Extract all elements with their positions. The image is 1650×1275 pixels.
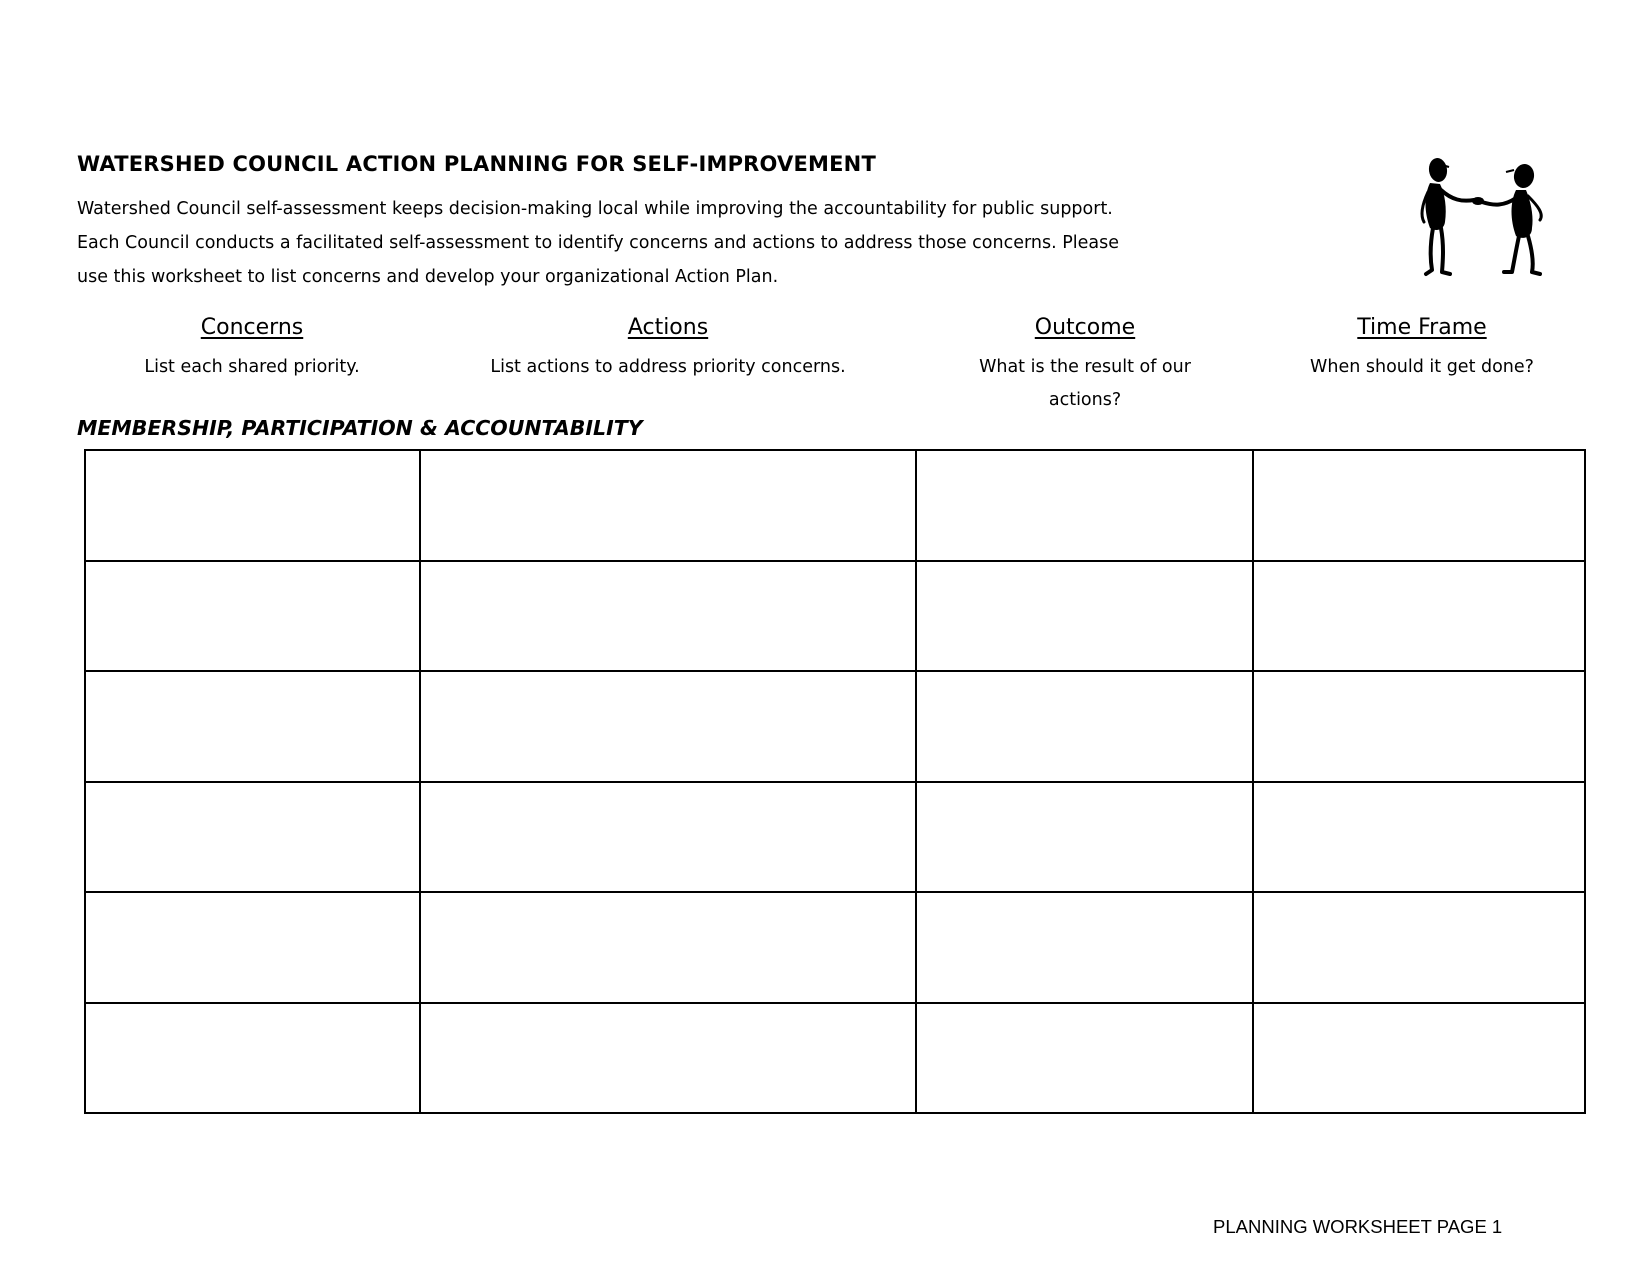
table-cell-action[interactable] — [420, 782, 916, 893]
table-row — [85, 1003, 1585, 1114]
table-cell-time-frame[interactable] — [1253, 671, 1585, 782]
table-cell-time-frame[interactable] — [1253, 892, 1585, 1003]
column-subtext: List each shared priority. — [144, 357, 360, 377]
table-cell-outcome[interactable] — [916, 671, 1253, 782]
table-cell-outcome[interactable] — [916, 1003, 1253, 1114]
planning-table — [84, 449, 1586, 1114]
column-header-actions — [452, 313, 884, 384]
table-row — [85, 782, 1585, 893]
table-cell-time-frame[interactable] — [1253, 561, 1585, 672]
table-cell-action[interactable] — [420, 671, 916, 782]
table-cell-time-frame[interactable] — [1253, 782, 1585, 893]
section-title: MEMBERSHIP, PARTICIPATION & ACCOUNTABILITY — [77, 416, 643, 440]
table-cell-action[interactable] — [420, 892, 916, 1003]
intro-paragraph — [77, 192, 1257, 294]
intro-line: Watershed Council self-assessment keeps decision-making local while improving the accountability for public support. — [77, 199, 1113, 219]
table-cell-outcome[interactable] — [916, 782, 1253, 893]
table-cell-concern[interactable] — [85, 892, 420, 1003]
column-subtext: List actions to address priority concerns. — [490, 357, 846, 377]
table-row — [85, 892, 1585, 1003]
table-cell-outcome[interactable] — [916, 892, 1253, 1003]
column-header-concerns — [92, 313, 412, 384]
column-heading: Outcome — [1034, 315, 1136, 340]
table-cell-outcome[interactable] — [916, 561, 1253, 672]
column-heading: Time Frame — [1357, 315, 1487, 340]
table-row — [85, 671, 1585, 782]
table-cell-concern[interactable] — [85, 1003, 420, 1114]
table-cell-action[interactable] — [420, 1003, 916, 1114]
two-people-shaking-hands-icon — [1400, 150, 1560, 285]
column-subtext: What is the result of our actions? — [979, 357, 1191, 410]
table-cell-time-frame[interactable] — [1253, 1003, 1585, 1114]
table-cell-outcome[interactable] — [916, 450, 1253, 561]
table-cell-action[interactable] — [420, 450, 916, 561]
table-row — [85, 450, 1585, 561]
table-row — [85, 561, 1585, 672]
table-cell-action[interactable] — [420, 561, 916, 672]
intro-line: use this worksheet to list concerns and develop your organizational Action Plan. — [77, 267, 779, 287]
page-title: WATERSHED COUNCIL ACTION PLANNING FOR SELF-IMPROVEMENT — [77, 152, 876, 176]
column-heading: Actions — [627, 315, 709, 340]
table-cell-time-frame[interactable] — [1253, 450, 1585, 561]
table-cell-concern[interactable] — [85, 450, 420, 561]
column-header-outcome — [952, 313, 1218, 417]
table-cell-concern[interactable] — [85, 561, 420, 672]
column-subtext: When should it get done? — [1310, 357, 1534, 377]
table-cell-concern[interactable] — [85, 782, 420, 893]
page-footer-label: PLANNING WORKSHEET PAGE 1 — [1213, 1216, 1503, 1237]
column-header-time-frame — [1276, 313, 1568, 384]
intro-line: Each Council conducts a facilitated self-assessment to identify concerns and actions to address those concerns. Please — [77, 233, 1120, 253]
column-heading: Concerns — [200, 315, 304, 340]
table-cell-concern[interactable] — [85, 671, 420, 782]
